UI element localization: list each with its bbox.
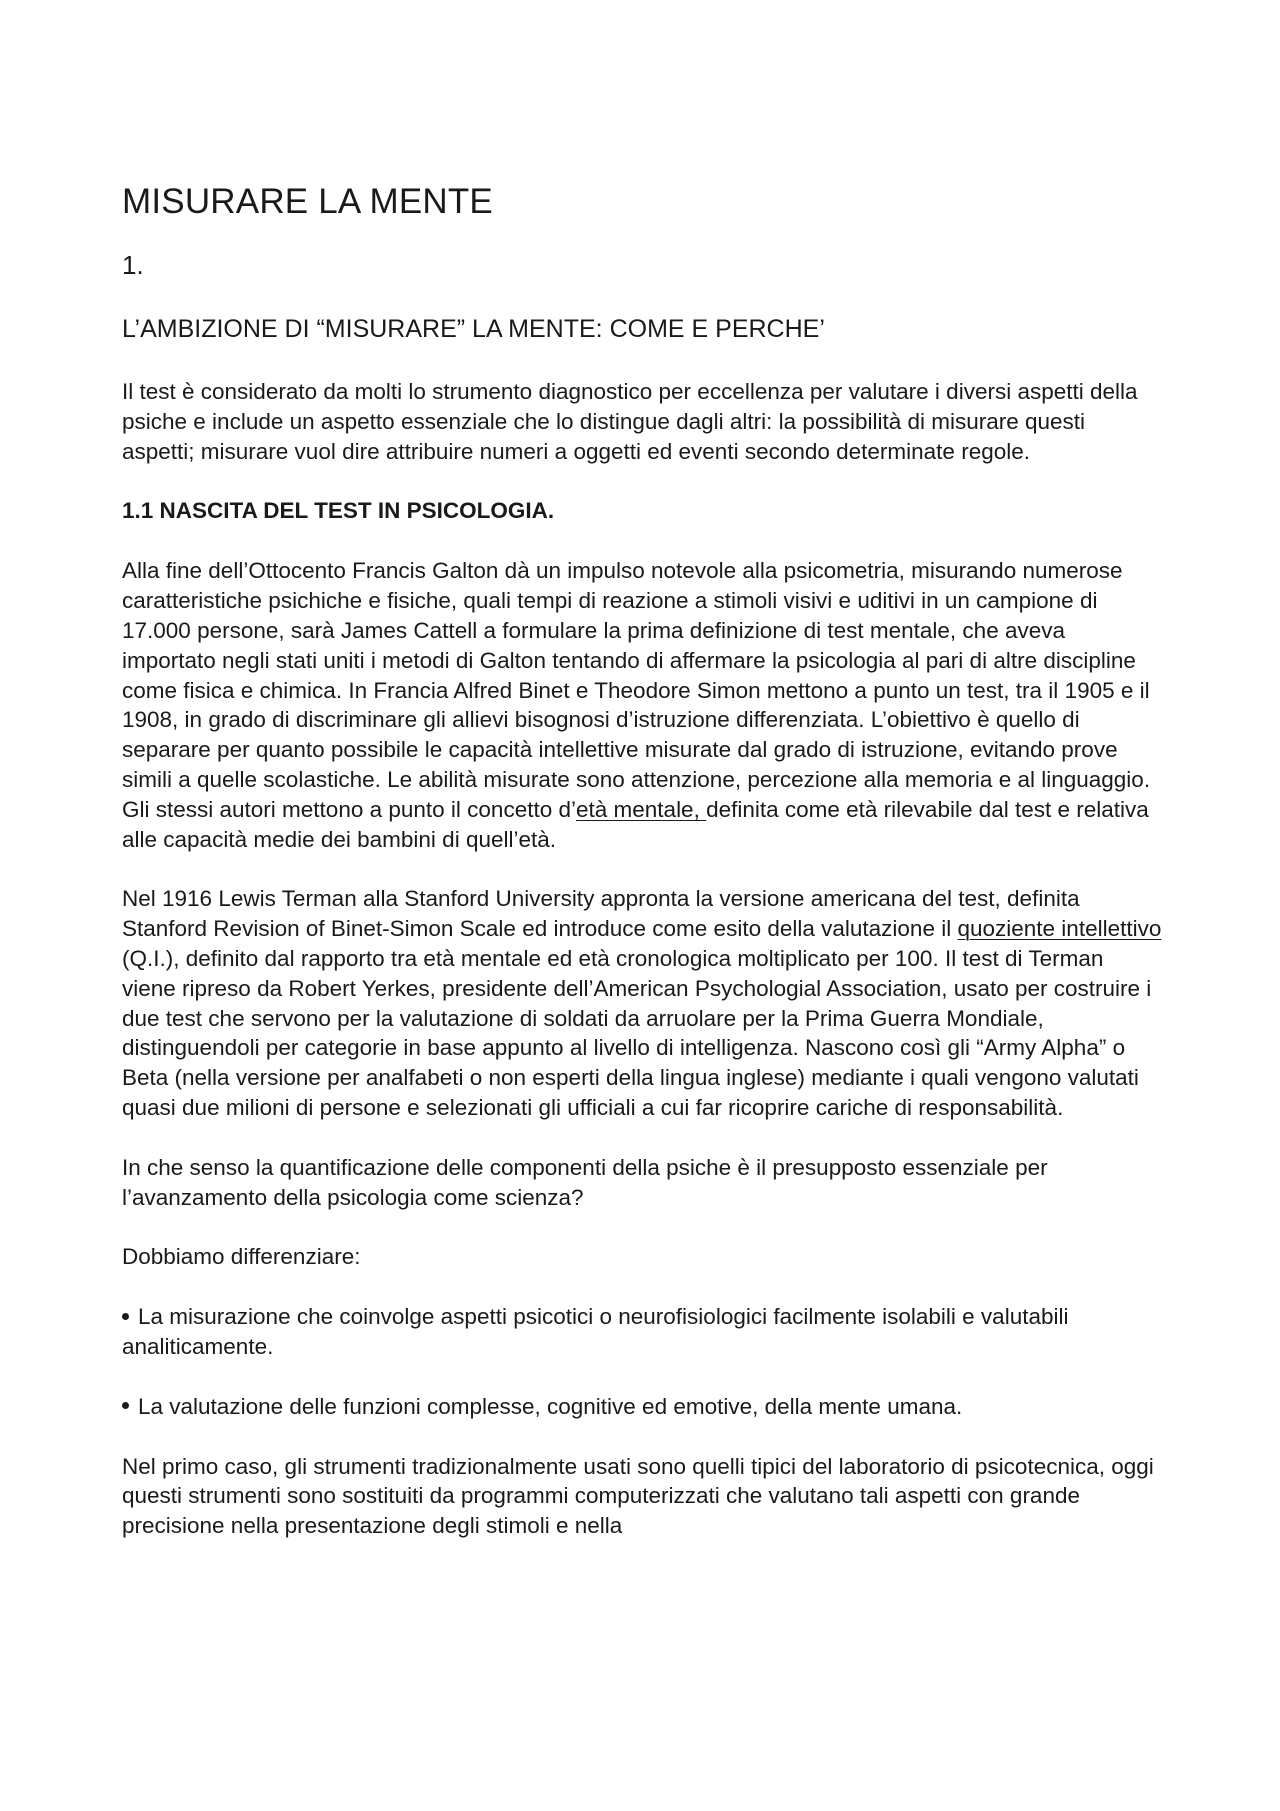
underlined-term-quoziente-intellettivo: quoziente intellettivo <box>957 916 1162 942</box>
chapter-number: 1. <box>122 250 144 280</box>
section-heading: 1.1 NASCITA DEL TEST IN PSICOLOGIA. <box>122 498 555 524</box>
chapter-title: L’AMBIZIONE DI “MISURARE” LA MENTE: COME E PERCHE’ <box>122 315 825 343</box>
bullet-item <box>122 1392 1162 1422</box>
closing-paragraph: Nel primo caso, gli strumenti tradizionalmente usati sono quelli tipici del laboratorio di psicotecnica, oggi questi strumenti sono sostituiti da programmi computerizzati che valutano tali aspetti con grande precisione nella presentazione degli stimoli e nella <box>122 1453 1154 1539</box>
document-title: MISURARE LA MENTE <box>122 182 493 221</box>
bullet-text: La misurazione che coinvolge aspetti psicotici o neurofisiologici facilmente isolabili e valutabili analiticamente. <box>122 1304 1069 1359</box>
paragraph-text: Alla fine dell’Ottocento Francis Galton dà un impulso notevole alla psicometria, misurando numerose caratteristiche psichiche e fisiche, quali tempi di reazione a stimoli visivi e uditivi in un campione di 17.000 persone, sarà James Cattell a formulare la prima definizione di test mentale, che aveva importato negli stati uniti i metodi di Galton tentando di affermare la psicologia al pari di altre discipline come fisica e chimica. In Francia Alfred Binet e Theodore Simon mettono a punto un test, tra il 1905 e il 1908, in grado di discriminare gli allievi bisognosi d’istruzione differenziata. L’obiettivo è quello di separare per quanto possibile le capacità intellettive misurate dal grado di istruzione, evitando prove simili a quelle scolastiche. Le abilità misurate sono attenzione, percezione alla memoria e al linguaggio. Gli stessi autori mettono a punto il concetto d’ <box>122 558 1151 822</box>
paragraph-text: Nel 1916 Lewis Terman alla Stanford University appronta la versione americana del test, definita Stanford Revision of Binet-Simon Scale ed introduce come esito della valutazione il <box>122 886 1080 942</box>
differentiate-paragraph: Dobbiamo differenziare: <box>122 1244 361 1270</box>
document-page <box>122 180 1162 1541</box>
paragraph-text: definita come età rilevabile dal test e relativa alle capacità medie dei bambini di quell’età. <box>122 796 1149 852</box>
underlined-term-eta-mentale: età mentale, <box>576 796 707 822</box>
intro-paragraph: Il test è considerato da molti lo strumento diagnostico per eccellenza per valutare i diversi aspetti della psiche e include un aspetto essenziale che lo distingue dagli altri: la possibilità di misurare questi aspetti; misurare vuol dire attribuire numeri a oggetti ed eventi secondo determinate regole. <box>122 379 1138 464</box>
bullet-text: La valutazione delle funzioni complesse, cognitive ed emotive, della mente umana. <box>138 1393 963 1419</box>
question-paragraph: In che senso la quantificazione delle componenti della psiche è il presupposto essenziale per l’avanzamento della psicologia come scienza? <box>122 1154 1048 1210</box>
bullet-icon <box>122 1313 129 1320</box>
bullet-icon <box>122 1402 129 1409</box>
paragraph-terman <box>122 884 1162 1122</box>
paragraph-text: (Q.I.), definito dal rapporto tra età mentale ed età cronologica moltiplicato per 100. Il test di Terman viene ripreso da Robert Yerkes, presidente dell’American Psychologial Association, usato per costruire i due test che servono per la valutazione di soldati da arruolare per la Prima Guerra Mondiale, distinguendoli per categorie in base appunto al livello di intelligenza. Nascono così gli “Army Alpha” o Beta (nella versione per analfabeti o non esperti della lingua inglese) mediante i quali vengono valutati quasi due milioni di persone e selezionati gli ufficiali a cui far ricoprire cariche di responsabilità. <box>122 945 1152 1120</box>
bullet-item <box>122 1302 1162 1362</box>
paragraph-galton-binet <box>122 556 1162 854</box>
